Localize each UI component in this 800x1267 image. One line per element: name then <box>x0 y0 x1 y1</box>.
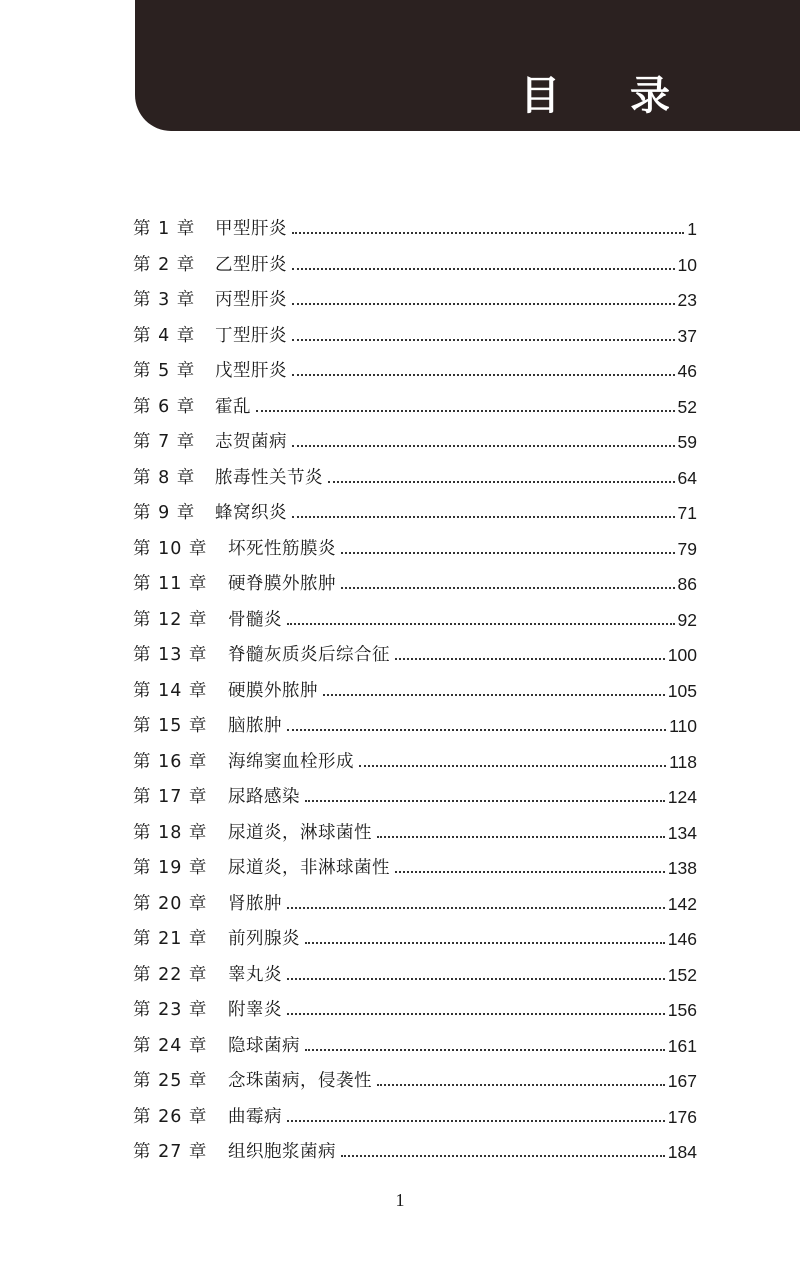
chapter-page-number: 86 <box>677 574 697 594</box>
toc-entry[interactable] <box>133 248 697 284</box>
dot-leader <box>287 728 666 731</box>
toc-entry[interactable] <box>133 354 697 390</box>
page-number: 1 <box>395 1190 405 1210</box>
chapter-number: 第 17 章 <box>133 787 208 807</box>
chapter-page-number: 134 <box>667 822 697 843</box>
chapter-number: 第 8 章 <box>133 467 196 488</box>
dot-leader <box>292 267 675 270</box>
dot-leader <box>341 586 675 589</box>
chapter-number: 第 18 章 <box>133 822 208 843</box>
chapter-page-number: 79 <box>677 538 697 559</box>
toc-entry[interactable] <box>133 887 697 923</box>
dot-leader <box>395 870 665 873</box>
chapter-title: 坏死性筋膜炎 <box>228 538 336 559</box>
toc-entry[interactable] <box>133 390 697 426</box>
chapter-number: 第 1 章 <box>133 219 196 239</box>
dot-leader <box>287 1119 665 1122</box>
dot-leader <box>305 941 665 944</box>
toc-entry[interactable] <box>133 496 697 532</box>
chapter-title: 脓毒性关节炎 <box>215 467 323 488</box>
toc-entry[interactable] <box>133 461 697 497</box>
chapter-title: 组织胞浆菌病 <box>228 1142 336 1162</box>
dot-leader <box>292 515 675 518</box>
chapter-number: 第 14 章 <box>133 680 208 701</box>
table-of-contents <box>133 212 697 1171</box>
dot-leader <box>287 977 665 980</box>
chapter-title: 丁型肝炎 <box>215 325 287 346</box>
chapter-title: 脊髓灰质炎后综合征 <box>228 645 390 665</box>
chapter-title: 附睾炎 <box>228 1000 282 1020</box>
toc-entry[interactable] <box>133 922 697 958</box>
dot-leader <box>287 1012 665 1015</box>
toc-entry[interactable] <box>133 709 697 745</box>
chapter-number: 第 21 章 <box>133 929 208 949</box>
dot-leader <box>377 1083 665 1086</box>
chapter-page-number: 152 <box>667 964 697 985</box>
chapter-page-number: 52 <box>677 396 697 417</box>
toc-entry[interactable] <box>133 993 697 1029</box>
toc-entry[interactable] <box>133 532 697 568</box>
chapter-page-number: 176 <box>667 1106 697 1127</box>
chapter-title: 脑脓肿 <box>228 716 282 736</box>
toc-entry[interactable] <box>133 567 697 603</box>
toc-entry[interactable] <box>133 958 697 994</box>
chapter-title: 丙型肝炎 <box>215 290 287 310</box>
chapter-title: 戊型肝炎 <box>215 361 287 381</box>
chapter-page-number: 100 <box>667 645 697 665</box>
dot-leader <box>305 1048 665 1051</box>
chapter-title: 前列腺炎 <box>228 929 300 949</box>
chapter-page-number: 124 <box>667 787 697 807</box>
chapter-number: 第 15 章 <box>133 716 208 736</box>
chapter-title: 尿路感染 <box>228 787 300 807</box>
chapter-title: 志贺菌病 <box>215 432 287 452</box>
chapter-number: 第 13 章 <box>133 645 208 665</box>
chapter-number: 第 26 章 <box>133 1106 208 1127</box>
dot-leader <box>292 231 684 234</box>
toc-entry[interactable] <box>133 1100 697 1136</box>
chapter-title: 骨髓炎 <box>228 609 282 630</box>
chapter-title: 海绵窦血栓形成 <box>228 751 354 772</box>
dot-leader <box>341 1154 665 1157</box>
chapter-number: 第 22 章 <box>133 964 208 985</box>
chapter-title: 尿道炎，淋球菌性 <box>228 822 372 843</box>
chapter-page-number: 71 <box>677 503 697 523</box>
chapter-page-number: 105 <box>667 680 697 701</box>
chapter-page-number: 64 <box>677 467 697 488</box>
dot-leader <box>377 835 665 838</box>
header-band <box>135 0 800 131</box>
chapter-page-number: 167 <box>667 1071 697 1091</box>
chapter-number: 第 5 章 <box>133 361 196 381</box>
chapter-number: 第 24 章 <box>133 1035 208 1056</box>
toc-entry[interactable] <box>133 283 697 319</box>
toc-entry[interactable] <box>133 816 697 852</box>
chapter-number: 第 4 章 <box>133 325 196 346</box>
dot-leader <box>256 409 675 412</box>
chapter-page-number: 161 <box>667 1035 697 1056</box>
toc-entry[interactable] <box>133 745 697 781</box>
chapter-page-number: 156 <box>667 1000 697 1020</box>
chapter-title: 硬膜外脓肿 <box>228 680 318 701</box>
chapter-title: 乙型肝炎 <box>215 254 287 275</box>
chapter-page-number: 37 <box>677 325 697 346</box>
toc-entry[interactable] <box>133 851 697 887</box>
toc-entry[interactable] <box>133 1064 697 1100</box>
toc-entry[interactable] <box>133 1029 697 1065</box>
chapter-number: 第 6 章 <box>133 396 196 417</box>
chapter-page-number: 10 <box>677 254 697 275</box>
toc-entry[interactable] <box>133 212 697 248</box>
chapter-title: 念珠菌病，侵袭性 <box>228 1071 372 1091</box>
chapter-page-number: 110 <box>669 716 697 736</box>
chapter-page-number: 23 <box>677 290 697 310</box>
toc-entry[interactable] <box>133 1135 697 1171</box>
dot-leader <box>341 551 675 554</box>
chapter-page-number: 184 <box>667 1142 697 1162</box>
chapter-number: 第 19 章 <box>133 858 208 878</box>
chapter-number: 第 25 章 <box>133 1071 208 1091</box>
dot-leader <box>323 693 665 696</box>
toc-entry[interactable] <box>133 603 697 639</box>
toc-entry[interactable] <box>133 638 697 674</box>
dot-leader <box>287 622 675 625</box>
chapter-title: 肾脓肿 <box>228 893 282 914</box>
chapter-number: 第 9 章 <box>133 503 196 523</box>
chapter-page-number: 142 <box>667 893 697 914</box>
chapter-page-number: 92 <box>677 609 697 630</box>
chapter-page-number: 1 <box>687 219 697 239</box>
chapter-title: 曲霉病 <box>228 1106 282 1127</box>
dot-leader <box>292 302 675 305</box>
chapter-number: 第 7 章 <box>133 432 196 452</box>
toc-entry[interactable] <box>133 319 697 355</box>
toc-entry[interactable] <box>133 674 697 710</box>
dot-leader <box>292 373 675 376</box>
dot-leader <box>292 444 675 447</box>
chapter-title: 睾丸炎 <box>228 964 282 985</box>
chapter-title: 霍乱 <box>215 396 251 417</box>
chapter-number: 第 10 章 <box>133 538 208 559</box>
chapter-page-number: 138 <box>667 858 697 878</box>
dot-leader <box>292 338 675 341</box>
chapter-title: 尿道炎，非淋球菌性 <box>228 858 390 878</box>
chapter-title: 甲型肝炎 <box>215 219 287 239</box>
chapter-page-number: 59 <box>677 432 697 452</box>
chapter-number: 第 2 章 <box>133 254 196 275</box>
dot-leader <box>359 764 666 767</box>
dot-leader <box>328 480 675 483</box>
dot-leader <box>305 799 665 802</box>
chapter-number: 第 27 章 <box>133 1142 208 1162</box>
chapter-number: 第 3 章 <box>133 290 196 310</box>
chapter-number: 第 23 章 <box>133 1000 208 1020</box>
dot-leader <box>395 657 665 660</box>
chapter-title: 蜂窝织炎 <box>215 503 287 523</box>
chapter-number: 第 11 章 <box>133 574 208 594</box>
dot-leader <box>287 906 665 909</box>
chapter-page-number: 146 <box>667 929 697 949</box>
chapter-number: 第 20 章 <box>133 893 208 914</box>
page-title: 目 录 <box>520 73 698 119</box>
chapter-title: 硬脊膜外脓肿 <box>228 574 336 594</box>
chapter-page-number: 46 <box>677 361 697 381</box>
chapter-number: 第 16 章 <box>133 751 208 772</box>
chapter-title: 隐球菌病 <box>228 1035 300 1056</box>
toc-entry[interactable] <box>133 425 697 461</box>
toc-entry[interactable] <box>133 780 697 816</box>
chapter-page-number: 118 <box>669 751 697 772</box>
chapter-number: 第 12 章 <box>133 609 208 630</box>
